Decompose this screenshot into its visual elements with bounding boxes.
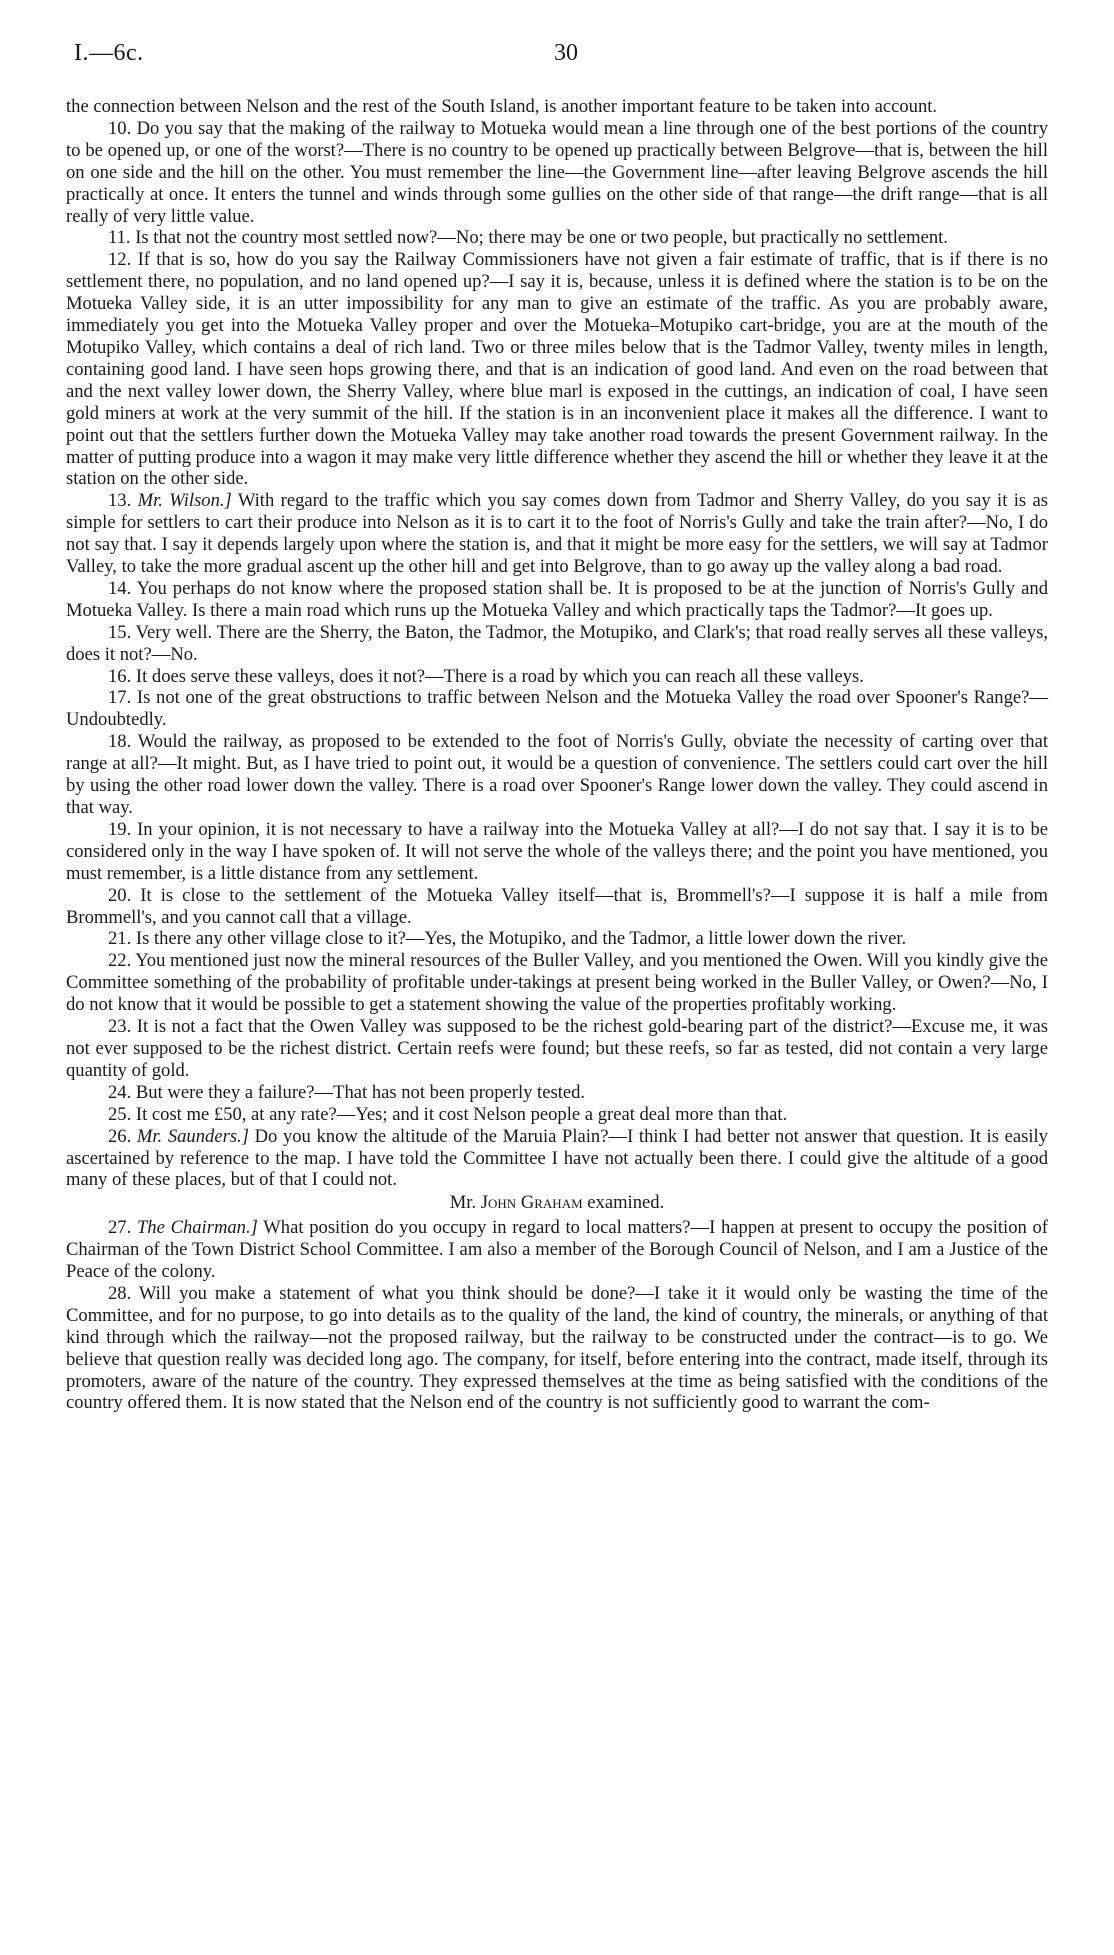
paragraph: 22. You mentioned just now the mineral resources of the Buller Valley, and you mentioned the Owen. Will you kindly give the Committee something of the probability of profitable under-takings at present being worked in the Buller Valley, or Owen?—No, I do not know that it would be possible to get a statement showing the value of the properties profitably working. (66, 950, 1048, 1016)
paragraph (66, 1217, 1048, 1283)
paragraph: 11. Is that not the country most settled now?—No; there may be one or two people, but practically no settlement. (108, 227, 948, 249)
paragraph-text: With regard to the traffic which you say comes down from Tadmor and Sherry Valley, do you say it is as simple for settlers to cart their produce into Nelson as it is to cart it to the foot of Norris's Gully and take the train after?—No, I do not say that. I say it depends largely upon where the station is, and that it might be more easy for the settlers, we will say at Tadmor Valley, to take the more gradual ascent up the other hill and get into Belgrove, than to go away up the valley along a bad road. (66, 490, 1049, 578)
paper-reference: I.—6c. (74, 40, 144, 66)
paragraph: 16. It does serve these valleys, does it not?—There is a road by which you can reach all these valleys. (108, 665, 864, 687)
paragraph (66, 490, 1048, 578)
paragraph: 18. Would the railway, as proposed to be extended to the foot of Norris's Gully, obviate the necessity of carting over that range at all?—It might. But, as I have tried to point out, it would be a question of convenience. The settlers could cart over the hill by using the other road lower down the valley. There is a road over Spooner's Range lower down the valley. They could ascend in that way. (66, 731, 1048, 818)
paragraph: the connection between Nelson and the rest of the South Island, is another important feature to be taken into account. (66, 96, 938, 117)
paragraph: 28. Will you make a statement of what you think should be done?—I take it it would only be wasting the time of the Committee, and for no purpose, to go into details as to the quality of the land, the kind of country, the minerals, or anything of that kind through which the railway—not the proposed railway, but the railway to be constructed under the contract—is to go. We believe that question really was decided long ago. The company, for itself, before entering into the contract, made itself, through its promoters, aware of the nature of the country. They expressed themselves at the time as being satisfied with the conditions of the country offered them. It is now stated that the Nelson end of the country is not sufficiently good to warrant the com- (66, 1282, 1048, 1414)
paragraph (66, 1126, 1048, 1192)
page-header (66, 40, 1048, 96)
paragraph: 12. If that is so, how do you say the Railway Commissioners have not given a fair estimate of traffic, that is if there is no settlement there, no population, and no land opened up?—I say it is, because, unless it is defined where the station is to be on the Motueka Valley side, it is an utter impossibility for any man to give an estimate of the traffic. As you are probably aware, immediately you get into the Motueka Valley proper and over the Motueka–Motupiko cart-bridge, you are at the mouth of the Motupiko Valley, which contains a deal of rich land. Two or three miles below that is the Tadmor Valley, twenty miles in length, containing good land. I have seen hops growing there, and that is an indication of good land. And even on the road between that and the next valley lower down, the Sherry Valley, where blue marl is exposed in the cuttings, an indication of coal, I have seen gold miners at work at the very summit of the hill. If the station is in an inconvenient place it makes all the difference. I want to point out that the settlers further down the Motueka Valley may take another road towards the present Government railway. In the matter of putting produce into a wagon it may make very little difference whether they ascend the hill or whether they leave it at the station on the other side. (66, 249, 1048, 490)
paragraph: 17. Is not one of the great obstructions to traffic between Nelson and the Motueka Valley the road over Spooner's Range?—Undoubtedly. (66, 687, 1048, 731)
paragraph: 15. Very well. There are the Sherry, the Baton, the Tadmor, the Motupiko, and Clark's; that road really serves all these valleys, does it not?—No. (66, 621, 1048, 665)
question-number: 27. (108, 1217, 132, 1239)
paragraph-text: What position do you occupy in regard to local matters?—I happen at present to occupy the position of Chairman of the Town District School Committee. I am also a member of the Borough Council of Nelson, and I am a Justice of the Peace of the colony. (66, 1217, 1049, 1283)
page-number: 30 (554, 40, 578, 66)
speaker-label: Mr. Saunders.] (136, 1125, 249, 1147)
paragraph-text: Do you know the altitude of the Maruia Plain?—I think I had better not answer that question. It is easily ascertained by reference to the map. I have told the Committee I have not actually been there. I could give the altitude of a good many of these places, but of that I could not. (66, 1125, 1048, 1191)
question-number: 26. (108, 1125, 132, 1147)
speaker-label: The Chairman.] (136, 1217, 258, 1239)
witness-heading: Mr. John Graham examined. (449, 1192, 665, 1214)
paragraph: 25. It cost me £50, at any rate?—Yes; and it cost Nelson people a great deal more than that. (108, 1103, 788, 1125)
paragraph: 14. You perhaps do not know where the proposed station shall be. It is proposed to be at the junction of Norris's Gully and Motueka Valley. Is there a main road which runs up the Motueka Valley and which practically taps the Tadmor?—It goes up. (66, 577, 1048, 621)
speaker-label: Mr. Wilson.] (137, 490, 232, 512)
paragraph: 10. Do you say that the making of the railway to Motueka would mean a line through one of the best portions of the country to be opened up, or one of the worst?—There is no country to be opened up practically between Belgrove—that is, between the hill on one side and the hill on the other. You must remember the line—the Government line—after leaving Belgrove ascends the hill practically at once. It enters the tunnel and winds through some gullies on the other side of that range—the drift range—that is all really of very little value. (66, 117, 1048, 227)
paragraph: 23. It is not a fact that the Owen Valley was supposed to be the richest gold-bearing part of the district?—Excuse me, it was not ever supposed to be the richest district. Certain reefs were found; but these reefs, so far as tested, did not contain a very large quantity of gold. (66, 1016, 1048, 1081)
question-number: 13. (108, 490, 132, 512)
paragraph: 24. But were they a failure?—That has not been properly tested. (108, 1081, 586, 1103)
paragraph: 21. Is there any other village close to it?—Yes, the Motupiko, and the Tadmor, a little lower down the river. (108, 928, 907, 950)
paragraph: 20. It is close to the settlement of the Motueka Valley itself—that is, Brommell's?—I suppose it is half a mile from Brommell's, and you cannot call that a village. (66, 884, 1048, 928)
paragraph: 19. In your opinion, it is not necessary to have a railway into the Motueka Valley at all?—I do not say that. I say it is to be considered only in the way I have spoken of. It will not serve the whole of the valleys there; and the point you have mentioned, you must remember, is a little distance from any settlement. (66, 818, 1048, 884)
witness-name: John Graham (480, 1192, 583, 1214)
document-body (66, 96, 1048, 1414)
